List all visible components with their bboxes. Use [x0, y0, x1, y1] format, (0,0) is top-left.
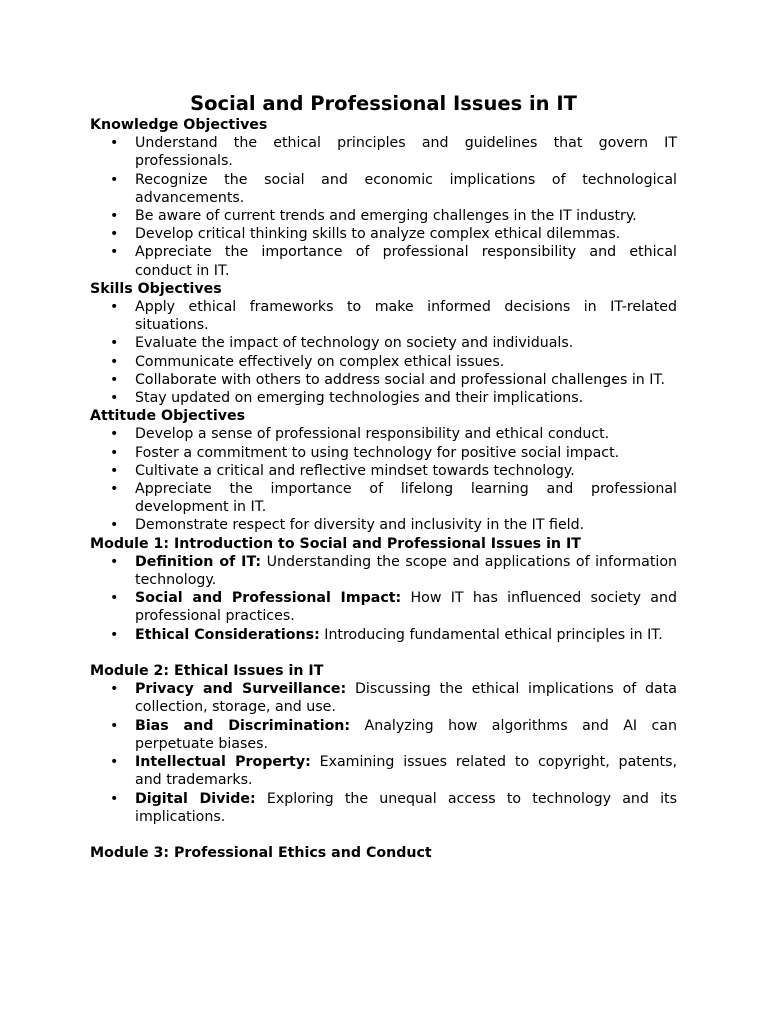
bullet-icon: •: [110, 208, 119, 225]
bullet-icon: •: [110, 444, 119, 461]
list-item-text: Cultivate a critical and reflective mindset towards technology.: [135, 462, 575, 479]
module-1-list: [90, 553, 677, 644]
list-item: [110, 298, 677, 334]
blank-line: [90, 826, 677, 844]
list-item-text: How IT has influenced society and professional practices.: [135, 590, 677, 625]
list-item-text: Appreciate the importance of lifelong learning and professional development in IT.: [135, 481, 677, 516]
list-item-text: Analyzing how algorithms and AI can perpetuate biases.: [135, 717, 677, 752]
list-item-text: Evaluate the impact of technology on society and individuals.: [135, 335, 574, 352]
bullet-icon: •: [110, 590, 119, 607]
list-item-term: Privacy and Surveillance:: [135, 681, 347, 698]
list-item-term: Definition of IT:: [135, 553, 262, 570]
bullet-icon: •: [110, 390, 119, 407]
list-item-text: Exploring the unequal access to technology and its implications.: [135, 790, 677, 825]
list-item-text: Collaborate with others to address social and professional challenges in IT.: [135, 371, 665, 388]
list-item-text: Stay updated on emerging technologies and their implications.: [135, 390, 584, 407]
attitude-objectives-heading: Attitude Objectives: [90, 408, 246, 425]
bullet-icon: •: [110, 171, 119, 188]
list-item-term: Ethical Considerations:: [135, 626, 320, 643]
bullet-icon: •: [110, 754, 119, 771]
document-title: Social and Professional Issues in IT: [190, 92, 577, 115]
bullet-icon: •: [110, 335, 119, 352]
bullet-icon: •: [110, 517, 119, 534]
list-item: [110, 207, 677, 225]
list-item: [110, 553, 677, 589]
list-item-text: Discussing the ethical implications of data collection, storage, and use.: [135, 681, 677, 716]
list-item-text: Recognize the social and economic implications of technological advancements.: [135, 171, 677, 206]
bullet-icon: •: [110, 481, 119, 498]
list-item-text: Apply ethical frameworks to make informed decisions in IT-related situations.: [135, 299, 677, 334]
list-item-term: Bias and Discrimination:: [135, 717, 351, 734]
list-item-text: Appreciate the importance of professional responsibility and ethical conduct in IT.: [135, 244, 677, 279]
bullet-icon: •: [110, 371, 119, 388]
list-item-text: Communicate effectively on complex ethical issues.: [135, 353, 505, 370]
bullet-icon: •: [110, 426, 119, 443]
list-item: [110, 790, 677, 826]
bullet-icon: •: [110, 353, 119, 370]
skills-objectives-heading: Skills Objectives: [90, 280, 222, 297]
list-item: [110, 480, 677, 516]
list-item: [110, 353, 677, 371]
list-item-text: Be aware of current trends and emerging challenges in the IT industry.: [135, 208, 637, 225]
list-item: [110, 717, 677, 753]
module-2-list: [90, 680, 677, 826]
list-item: [110, 753, 678, 789]
blank-line: [90, 644, 677, 662]
bullet-icon: •: [110, 717, 119, 734]
bullet-icon: •: [110, 299, 119, 316]
bullet-icon: •: [110, 553, 119, 570]
bullet-icon: •: [110, 626, 119, 643]
bullet-icon: •: [110, 226, 119, 243]
list-item-text: Introducing fundamental ethical principles in IT.: [319, 626, 663, 643]
list-item: [110, 334, 677, 352]
list-item: [110, 516, 677, 534]
bullet-icon: •: [110, 462, 119, 479]
list-item-text: Foster a commitment to using technology for positive social impact.: [135, 444, 620, 461]
list-item-term: Intellectual Property:: [135, 754, 311, 771]
list-item: [110, 243, 677, 279]
bullet-icon: •: [110, 790, 119, 807]
skills-objectives-list: [90, 298, 677, 407]
list-item: [110, 425, 677, 443]
list-item: [110, 680, 677, 716]
knowledge-objectives-list: [90, 134, 677, 280]
module-2-heading: Module 2: Ethical Issues in IT: [90, 663, 324, 680]
list-item: [110, 589, 677, 625]
list-item: [110, 389, 677, 407]
module-3-heading: Module 3: Professional Ethics and Conduct: [90, 845, 432, 862]
list-item-text: Understanding the scope and applications of information technology.: [135, 553, 677, 589]
list-item: [110, 134, 677, 170]
list-item-term: Digital Divide:: [135, 790, 256, 807]
list-item: [110, 225, 677, 243]
module-1-heading: Module 1: Introduction to Social and Professional Issues in IT: [90, 535, 581, 552]
list-item: [110, 171, 677, 207]
attitude-objectives-list: [90, 425, 677, 534]
list-item: [110, 462, 677, 480]
list-item-text: Examining issues related to copyright, patents, and trademarks.: [135, 754, 678, 789]
knowledge-objectives-heading: Knowledge Objectives: [90, 117, 268, 133]
bullet-icon: •: [110, 135, 119, 152]
list-item-term: Social and Professional Impact:: [135, 590, 402, 607]
list-item: [110, 444, 677, 462]
list-item-text: Develop a sense of professional responsibility and ethical conduct.: [135, 426, 610, 443]
list-item-text: Understand the ethical principles and guidelines that govern IT professionals.: [135, 135, 677, 170]
list-item: [110, 371, 677, 389]
bullet-icon: •: [110, 244, 119, 261]
list-item-text: Demonstrate respect for diversity and inclusivity in the IT field.: [135, 517, 585, 534]
document-page: [90, 92, 677, 862]
list-item-text: Develop critical thinking skills to analyze complex ethical dilemmas.: [135, 226, 621, 243]
list-item: [110, 626, 677, 644]
bullet-icon: •: [110, 681, 119, 698]
